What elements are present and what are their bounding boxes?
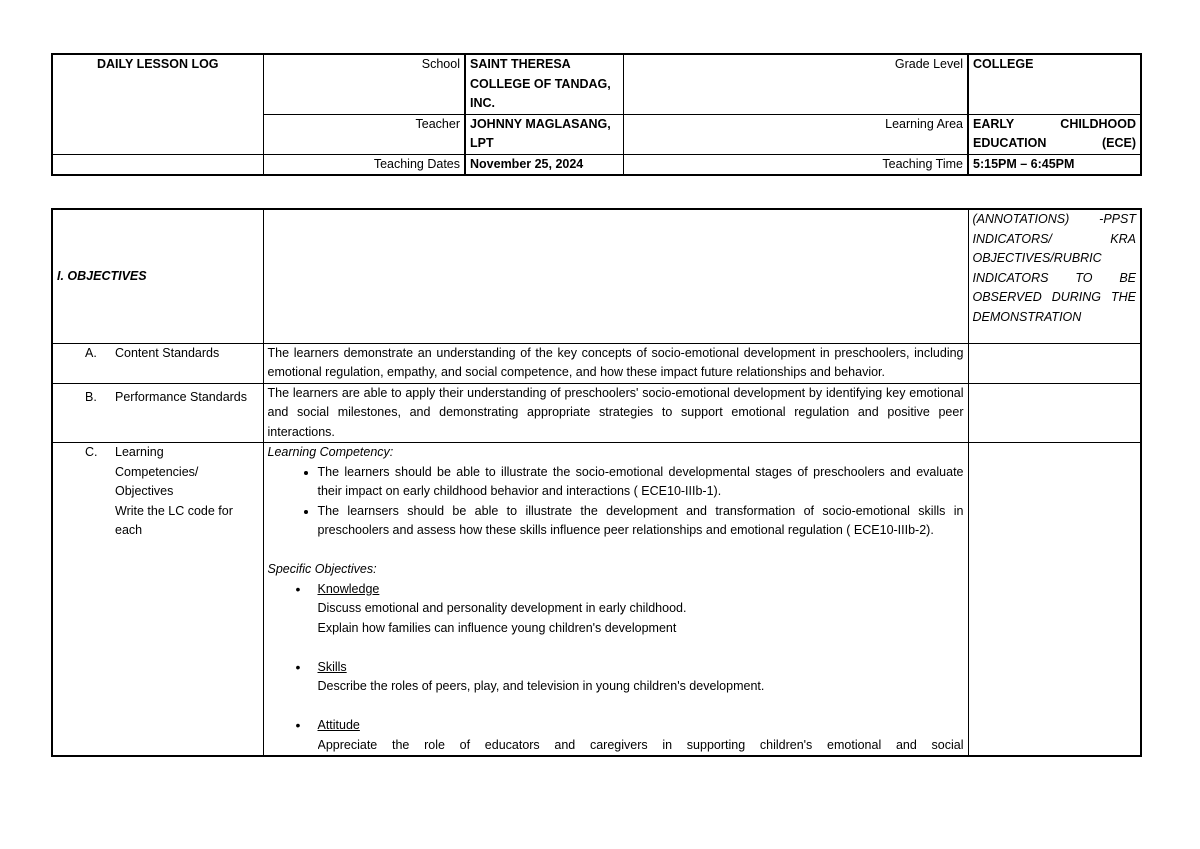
school-label: School (421, 57, 460, 71)
knowledge-title: • Knowledge (317, 581, 380, 596)
lesson-log-header (51, 53, 1142, 176)
learning-area-label: Learning Area (623, 114, 968, 154)
annotations-text: (ANNOTATIONS) -PPST INDICATORS/ KRA OBJECTIVES/RUBRIC INDICATORS TO BE OBSERVED DURING THE DEMONSTRATION (968, 209, 1141, 343)
specific-objectives-list (268, 580, 964, 756)
grade-label-spacer (623, 75, 968, 114)
attitude-line: Appreciate the role of educators and caregivers in supporting children's emotional and social (317, 737, 964, 752)
school-value: SAINT THERESA COLLEGE OF TANDAG, INC. (465, 54, 623, 114)
skills-item (318, 658, 964, 717)
lc-label-line: Competencies/ (115, 464, 199, 479)
competency-list (268, 463, 964, 541)
knowledge-line: Explain how families can influence young children's development (317, 620, 677, 635)
lc-label-line: Learning (115, 445, 164, 459)
log-title: DAILY LESSON LOG (52, 54, 263, 154)
attitude-title: • Attitude (317, 718, 360, 732)
lc-label-line: Write the LC code for (115, 503, 233, 518)
attitude-item (318, 716, 964, 755)
objectives-blank-cell (263, 209, 968, 343)
item-letter: A. (85, 345, 97, 360)
item-label-text: Performance Standards (115, 389, 248, 404)
item-letter: C. (85, 445, 98, 459)
lc-label-line: each (115, 523, 143, 537)
knowledge-line: Discuss emotional and personality development in early childhood. (317, 601, 687, 615)
performance-standards-text: The learners are able to apply their understanding of preschoolers' socio-emotional development by identifying key emotional and social milestones, and demonstrating appropriate strategies to support emotional regulation and positive peer interactions. (263, 383, 968, 443)
content-standards-text: The learners demonstrate an understanding of the key concepts of socio-emotional development in preschoolers, including emotional regulation, empathy, and social competence, and how these impact future relationships and behavior. (263, 343, 968, 383)
learning-competencies-annotation (968, 443, 1141, 757)
learning-area-value: EARLY CHILDHOOD EDUCATION (ECE) (968, 114, 1141, 154)
learning-competencies-content (263, 443, 968, 757)
learning-competency-heading: Learning Competency: (267, 445, 394, 459)
competency-item: • The learnsers should be able to illustrate the development and transformation of socio-emotional skills in preschoolers and assess how these skills influence peer relationships and emotional regulation ( ECE10-IIIb-2). (318, 502, 964, 541)
title-spacer (52, 154, 263, 175)
teaching-time-label: Teaching Time (882, 156, 963, 171)
content-standards-label (52, 343, 263, 383)
lc-label-line: Objectives (115, 484, 174, 498)
performance-standards-label (52, 383, 263, 443)
content-standards-annotation (968, 343, 1141, 383)
objectives-table (51, 208, 1142, 757)
teaching-time-value: 5:15PM – 6:45PM (968, 154, 1141, 175)
specific-objectives-heading: Specific Objectives: (267, 562, 377, 576)
skills-title: • Skills (317, 659, 347, 674)
performance-standards-annotation (968, 383, 1141, 443)
item-label-text: Content Standards (115, 345, 220, 360)
learning-competencies-label (52, 443, 263, 757)
knowledge-item (318, 580, 964, 658)
skills-line: Describe the roles of peers, play, and television in young children's development. (317, 679, 765, 693)
item-letter: B. (85, 389, 97, 404)
objectives-heading: I. OBJECTIVES (52, 209, 263, 343)
teacher-value: JOHNNY MAGLASANG, LPT (465, 114, 623, 154)
grade-level-label: Grade Level (894, 57, 963, 71)
teaching-dates-label: Teaching Dates (373, 156, 460, 171)
teacher-label: Teacher (263, 114, 465, 154)
grade-level-value: COLLEGE (968, 54, 1141, 114)
competency-item: • The learners should be able to illustrate the socio-emotional developmental stages of preschoolers and evaluate their impact on early childhood behavior and interactions ( ECE10-IIIb-1). (318, 463, 964, 502)
teaching-dates-value: November 25, 2024 (465, 154, 623, 175)
school-label-spacer (263, 75, 465, 114)
